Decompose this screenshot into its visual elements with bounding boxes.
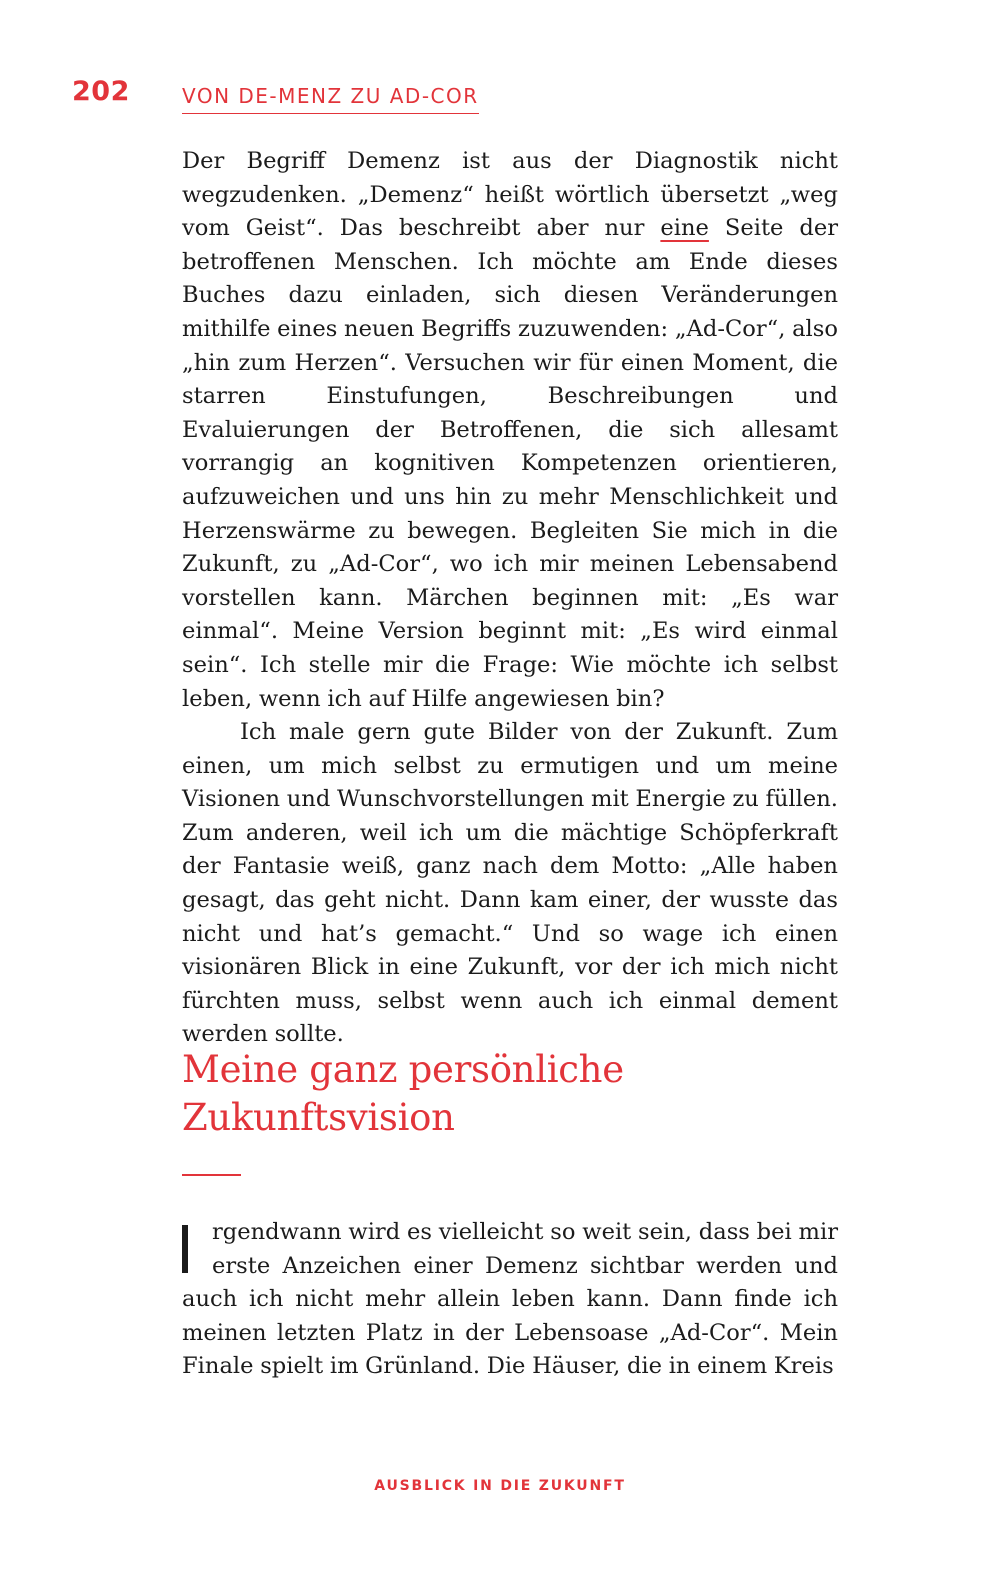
body-text-section-2 [182, 1216, 838, 1384]
paragraph-3-line-2: erste Anzeichen einer Demenz sichtbar werden und [212, 1252, 838, 1279]
paragraph-1-end: Seite der betroffenen Menschen. Ich möchte am Ende dieses Buches dazu einladen, sich diesen Veränderungen mithilfe eines neuen Begriffs zuzuwenden: „Ad-Cor“, also „hin zum Herzen“. Versuchen wir für einen Moment, die starren Einstufungen, Beschreibungen und Evaluierungen der Betroffenen, die sich allesamt vorrangig an kognitiven Kompetenzen orientieren, aufzuweichen und uns hin zu mehr Menschlichkeit und Herzenswärme zu bewegen. Begleiten Sie mich in die Zukunft, zu „Ad-Cor“, wo ich mir meinen Lebensabend vorstellen kann. Märchen beginnen mit: „Es war einmal“. Meine Version beginnt mit: „Es wird einmal sein“. Ich stelle mir die Frage: Wie möchte ich selbst leben, wenn ich auf Hilfe angewiesen bin? [182, 215, 838, 712]
section-heading [182, 1046, 838, 1142]
paragraph-2: Ich male gern gute Bilder von der Zukunft. Zum einen, um mich selbst zu ermutigen und um meine Visionen und Wunschvorstellungen mit Energie zu füllen. Zum anderen, weil ich um die mächtige Schöpferkraft der Fantasie weiß, ganz nach dem Motto: „Alle haben gesagt, das geht nicht. Dann kam einer, der wusste das nicht und hat’s gemacht.“ Und so wage ich einen visionären Blick in eine Zukunft, vor der ich mich nicht fürchten muss, selbst wenn auch ich einmal dement werden sollte. [182, 719, 838, 1048]
paragraph-3-line-1: rgendwann wird es vielleicht so weit sein, dass bei mir [212, 1219, 838, 1245]
heading-rule [182, 1174, 241, 1176]
section-heading-line-2: Zukunftsvision [182, 1096, 455, 1139]
section-heading-line-1: Meine ganz persönliche [182, 1048, 624, 1091]
footer-section-title: AUSBLICK IN DIE ZUKUNFT [374, 1478, 626, 1494]
paragraph-3-rest: auch ich nicht mehr allein leben kann. Dann finde ich meinen letzten Platz in der Lebensoase „Ad-Cor“. Mein Finale spielt im Grünland. Die Häuser, die in einem Kreis [182, 1286, 838, 1380]
paragraph-1-start: Der Begriff Demenz ist aus der Diagnostik nicht wegzudenken. „Demenz“ heißt wörtlich übersetzt „weg vom Geist“. Das beschreibt aber nur [182, 148, 838, 242]
paragraph-1 [182, 145, 838, 716]
page-number: 202 [72, 76, 130, 107]
body-text-section-1 [182, 145, 838, 1052]
paragraph-3 [182, 1216, 838, 1384]
emphasis-word: eine [660, 215, 709, 242]
running-head: VON DE-MENZ ZU AD-COR [182, 84, 479, 114]
